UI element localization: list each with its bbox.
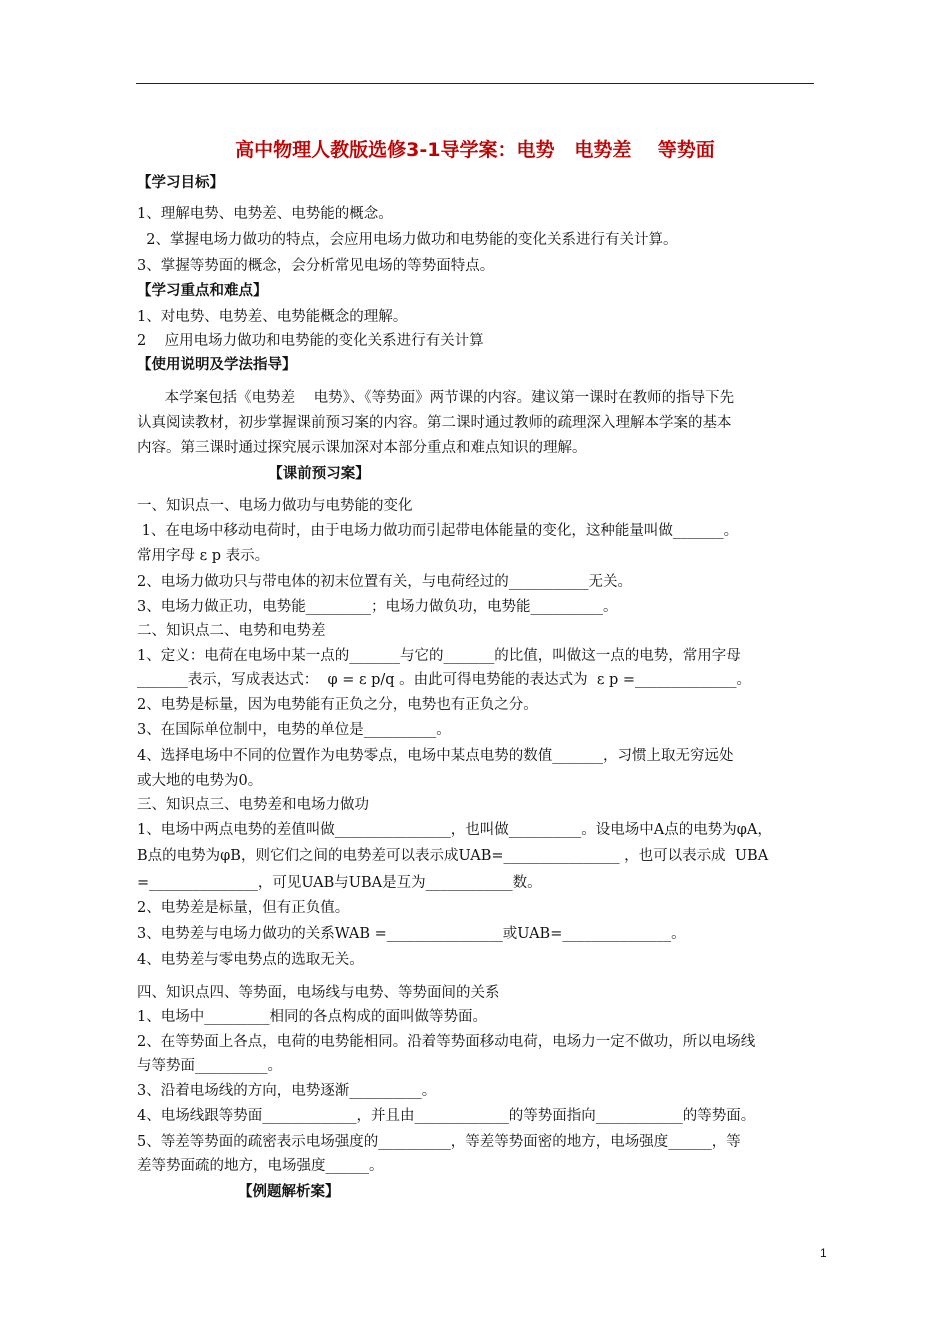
text-line: 4、电势差与零电势点的选取无关。 — [137, 952, 364, 968]
section-heading: 【课前预习案】 — [137, 466, 370, 482]
section-heading: 【例题解析案】 — [137, 1184, 340, 1200]
text-line: 与等势面__________。 — [137, 1058, 282, 1074]
text-line: 或大地的电势为0。 — [137, 773, 263, 789]
text-line: 常用字母 ε p 表示。 — [137, 548, 270, 564]
header-rule — [136, 83, 814, 84]
page-number: 1 — [820, 1246, 827, 1260]
text-line: 差等势面疏的地方，电场强度______。 — [137, 1158, 384, 1174]
text-line: 四、知识点四、等势面，电场线与电势、等势面间的关系 — [137, 985, 500, 1001]
text-line: 3、电场力做正功，电势能_________；电场力做负功，电势能__________。 — [137, 599, 618, 615]
text-line: _______表示，写成表达式： φ = ε p/q 。由此可得电势能的表达式为 ε p =______________。 — [137, 672, 752, 688]
text-line: 2、电场力做功只与带电体的初末位置有关，与电荷经过的___________无关。 — [137, 574, 632, 590]
text-line: 4、选择电场中不同的位置作为电势零点，电场中某点电势的数值_______，习惯上取无穷远处 — [137, 748, 734, 764]
text-line: 一、知识点一、电场力做功与电势能的变化 — [137, 498, 413, 514]
text-line: 2、掌握电场力做功的特点，会应用电场力做功和电势能的变化关系进行有关计算。 — [137, 232, 678, 248]
text-line: 2、电势差是标量，但有正负值。 — [137, 900, 350, 916]
text-line: 3、掌握等势面的概念，会分析常见电场的等势面特点。 — [137, 258, 495, 274]
text-line: 内容。第三课时通过探究展示课加深对本部分重点和难点知识的理解。 — [137, 440, 587, 456]
text-line: 4、电场线跟等势面_____________，并且由_____________的等势面指向____________的等势面。 — [137, 1108, 756, 1124]
text-line: 2 应用电场力做功和电势能的变化关系进行有关计算 — [137, 333, 484, 349]
text-line: 2、在等势面上各点，电荷的电势能相同。沿着等势面移动电荷，电场力一定不做功，所以电场线 — [137, 1034, 756, 1050]
text-line: 2、电势是标量，因为电势能有正负之分，电势也有正负之分。 — [137, 697, 538, 713]
text-line: 1、在电场中移动电荷时，由于电场力做功而引起带电体能量的变化，这种能量叫做_______。 — [137, 523, 739, 539]
text-line: 二、知识点二、电势和电势差 — [137, 623, 326, 639]
section-heading: 【学习重点和难点】 — [137, 283, 268, 299]
text-line: 三、知识点三、电势差和电场力做功 — [137, 797, 369, 813]
text-line: 1、电场中两点电势的差值叫做________________，也叫做__________。设电场中A点的电势为φA， — [137, 822, 772, 838]
section-heading: 【使用说明及学法指导】 — [137, 357, 297, 373]
page-title: 高中物理人教版选修3-1导学案：电势 电势差 等势面 — [235, 139, 715, 161]
text-line: B点的电势为φB，则它们之间的电势差可以表示成UAB=________________ ，也可以表示成 UBA — [137, 848, 769, 864]
text-line: 1、电场中_________相同的各点构成的面叫做等势面。 — [137, 1009, 487, 1025]
text-line: 认真阅读教材，初步掌握课前预习案的内容。第二课时通过教师的疏理深入理解本学案的基本 — [137, 415, 732, 431]
text-line: 1、定义：电荷在电场中某一点的_______与它的_______的比值，叫做这一点的电势，常用字母 — [137, 648, 741, 664]
text-line: 本学案包括《电势差 电势》、《等势面》两节课的内容。建议第一课时在教师的指导下先 — [137, 390, 735, 406]
text-line: 5、等差等势面的疏密表示电场强度的__________，等差等势面密的地方，电场强度______，等 — [137, 1134, 741, 1150]
text-line: 1、理解电势、电势差、电势能的概念。 — [137, 206, 393, 222]
text-line: 3、电势差与电场力做功的关系WAB =________________或UAB=_______________。 — [137, 926, 686, 942]
text-line: 3、沿着电场线的方向，电势逐渐__________。 — [137, 1083, 437, 1099]
text-line: 1、对电势、电势差、电势能概念的理解。 — [137, 309, 408, 325]
section-heading: 【学习目标】 — [137, 175, 224, 191]
text-line: =_______________，可见UAB与UBA是互为____________数。 — [137, 875, 542, 891]
text-line: 3、在国际单位制中，电势的单位是__________。 — [137, 722, 451, 738]
